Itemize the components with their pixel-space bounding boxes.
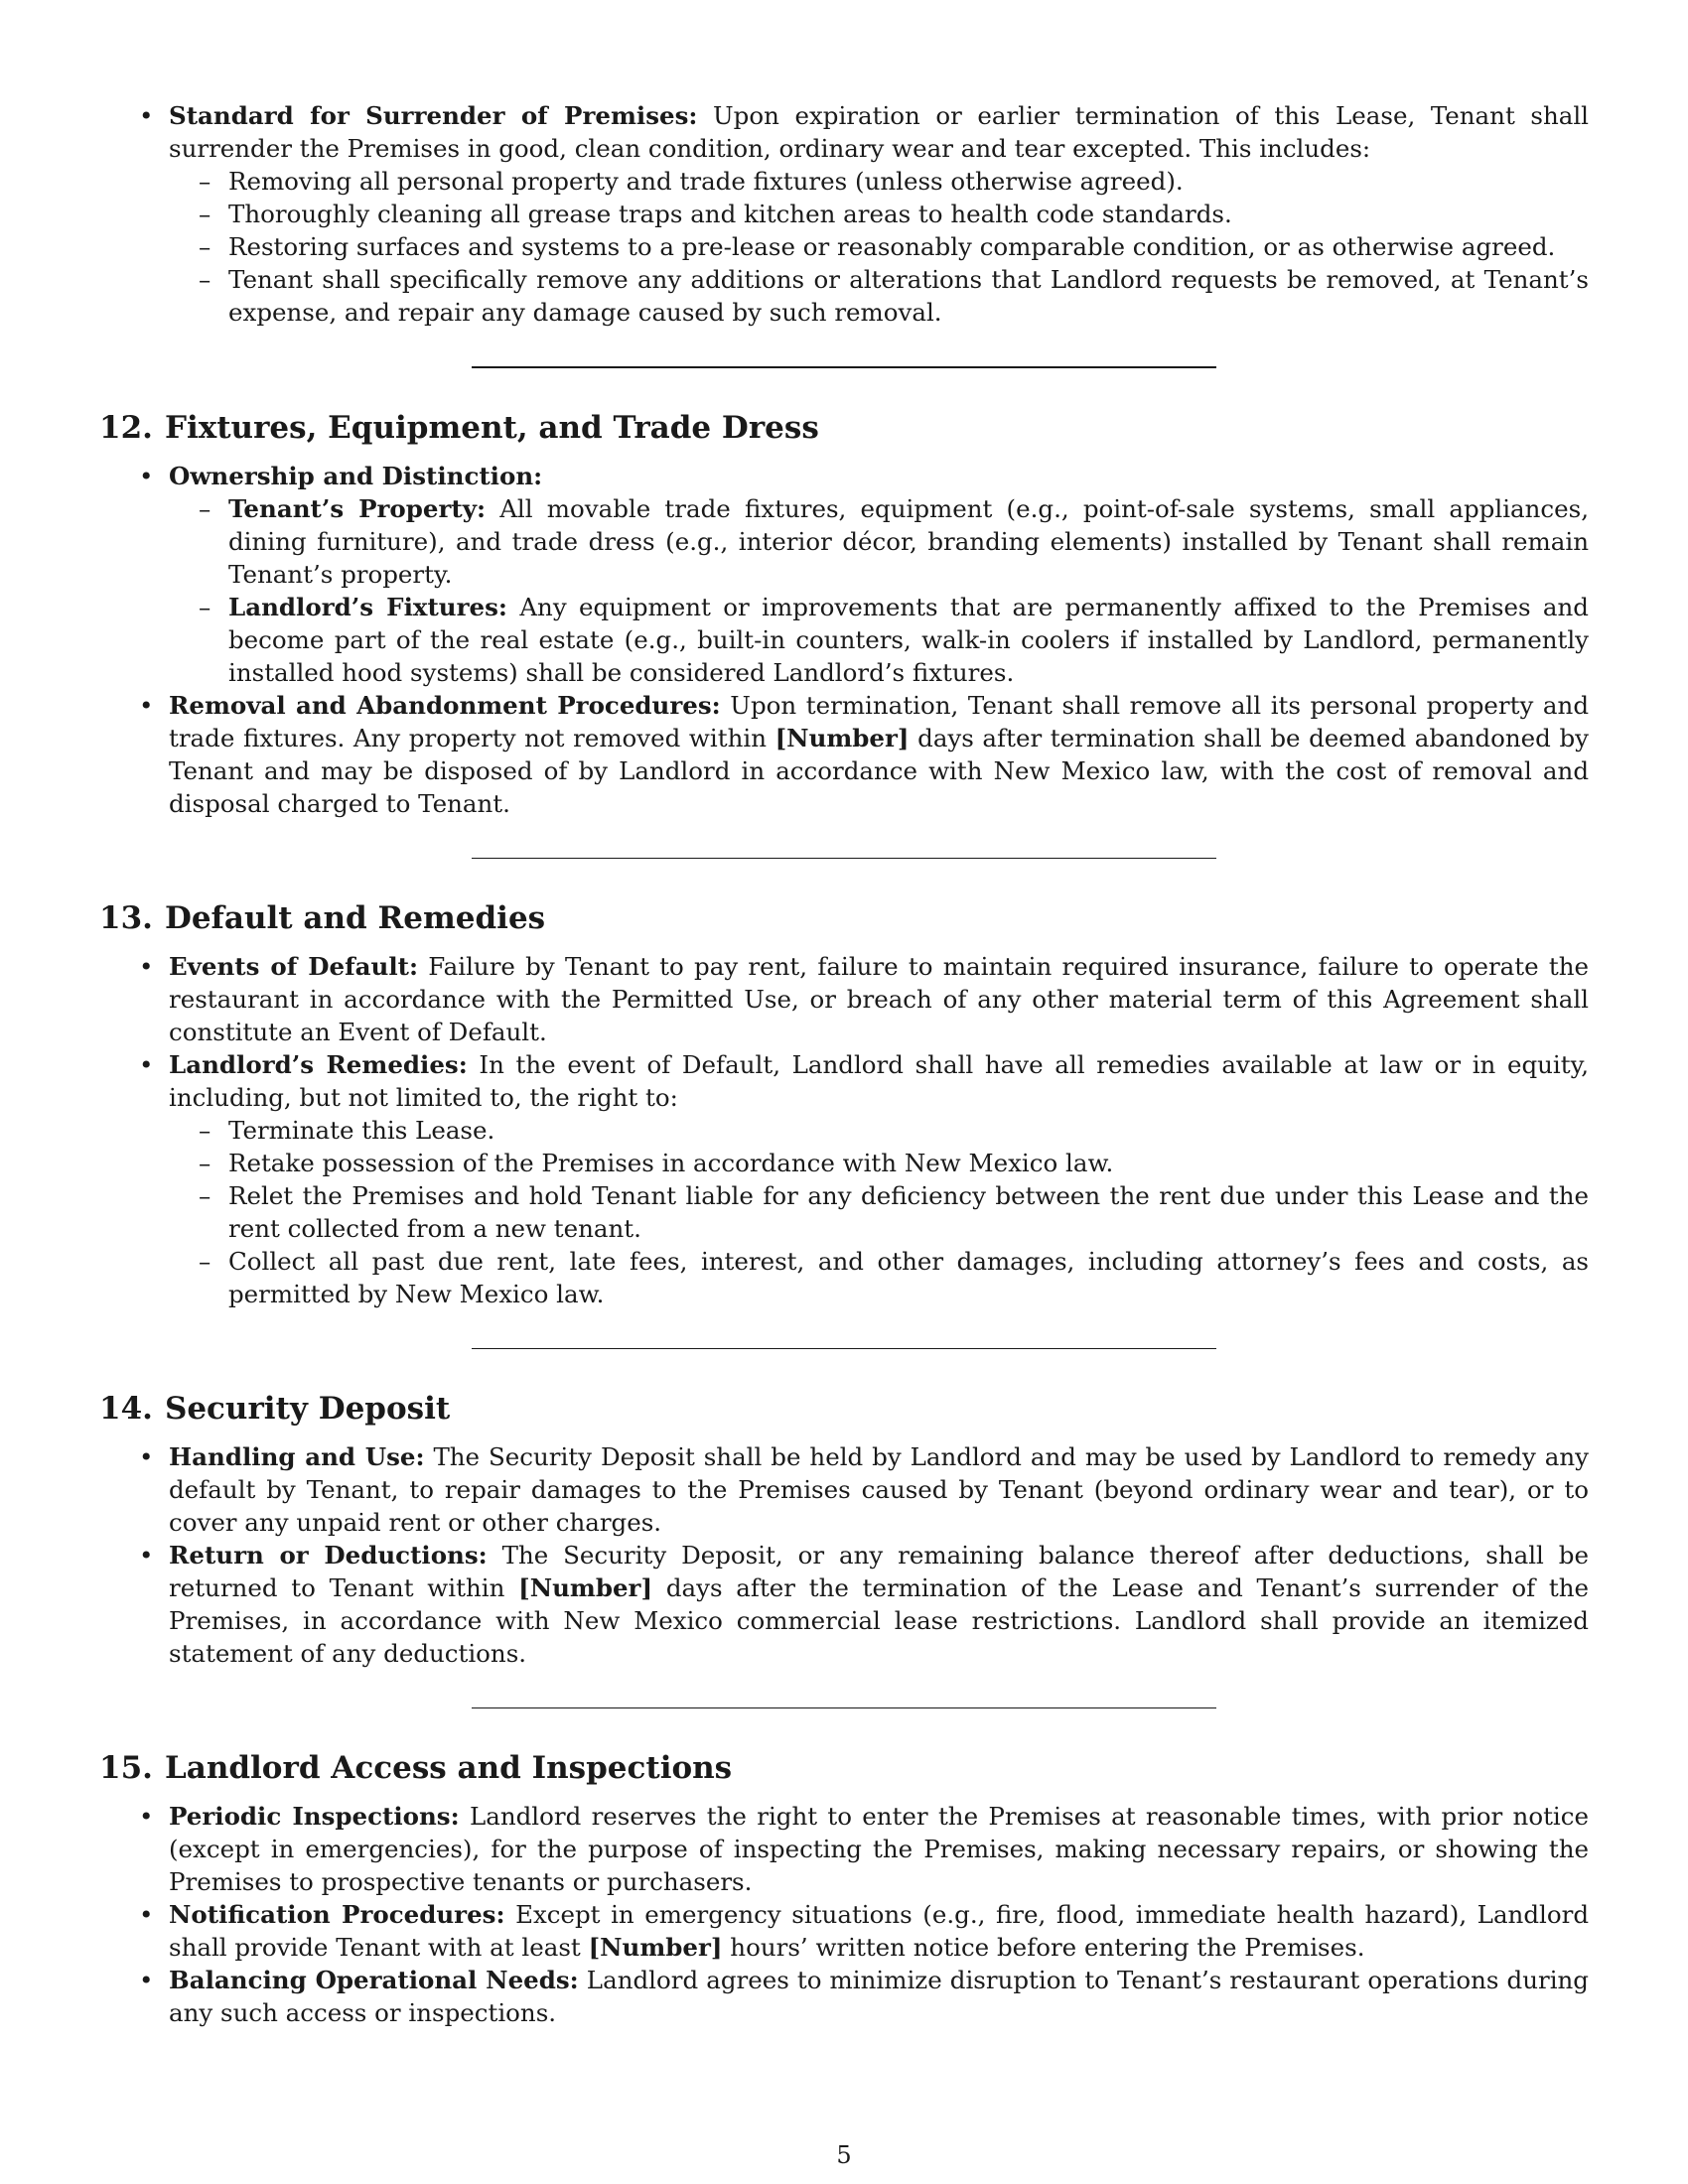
landlord-fixtures-label: Landlord’s Fixtures: bbox=[228, 593, 507, 621]
surrender-item bbox=[99, 99, 1589, 329]
return-label: Return or Deductions: bbox=[169, 1541, 488, 1570]
section-15-number: 15. bbox=[99, 1750, 153, 1786]
surrender-sublist bbox=[169, 165, 1589, 329]
surrender-subitem: – Tenant shall specifically remove any additions or alterations that Landlord requests be removed, at Tenant’s expense, and repair any damage caused by such removal. bbox=[169, 263, 1589, 329]
return-text-a: The Security Deposit, or any remaining balance thereof after deductions, shall be returned to Tenant within bbox=[169, 1541, 1589, 1602]
section-13 bbox=[99, 898, 1589, 1310]
remedies-sublist bbox=[169, 1114, 1589, 1310]
section-14-heading bbox=[99, 1389, 1589, 1429]
section-12-list bbox=[99, 460, 1589, 820]
tenant-property-item bbox=[169, 492, 1589, 591]
notification-item bbox=[99, 1898, 1589, 1964]
surrender-subitem: – Removing all personal property and trade fixtures (unless otherwise agreed). bbox=[169, 165, 1589, 198]
section-13-heading bbox=[99, 898, 1589, 938]
section-12-number: 12. bbox=[99, 410, 153, 446]
remedies-subitem: – Relet the Premises and hold Tenant liable for any deficiency between the rent due under this Lease and the rent collected from a new tenant. bbox=[169, 1179, 1589, 1245]
section-14-title: Security Deposit bbox=[164, 1391, 451, 1427]
notification-text-b: hours’ written notice before entering the Premises. bbox=[722, 1933, 1365, 1962]
return-text-b: days after the termination of the Lease and Tenant’s surrender of the Premises, in accordance with New Mexico commercial lease restrictions. Landlord shall provide an itemized statement of any deductions. bbox=[169, 1573, 1590, 1668]
section-12-title: Fixtures, Equipment, and Trade Dress bbox=[164, 410, 819, 446]
removal-text-a: Upon termination, Tenant shall remove all its personal property and trade fixtures. Any property not removed within bbox=[169, 691, 1590, 752]
notification-text-a: Except in emergency situations (e.g., fire, flood, immediate health hazard), Landlord shall provide Tenant with at least bbox=[169, 1900, 1590, 1962]
balancing-text: Landlord agrees to minimize disruption to Tenant’s restaurant operations during any such access or inspections. bbox=[169, 1966, 1589, 2027]
section-divider bbox=[472, 366, 1216, 368]
handling-item bbox=[99, 1440, 1589, 1539]
handling-text: The Security Deposit shall be held by Landlord and may be used by Landlord to remedy any default by Tenant, to repair damages to the Premises caused by Tenant (beyond ordinary wear and tear), or to cover any unpaid rent or other charges. bbox=[169, 1442, 1589, 1537]
page-number: 5 bbox=[836, 2141, 852, 2169]
return-item bbox=[99, 1539, 1589, 1670]
section-13-title: Default and Remedies bbox=[164, 900, 546, 936]
notification-label: Notification Procedures: bbox=[169, 1900, 505, 1929]
remedies-label: Landlord’s Remedies: bbox=[169, 1050, 468, 1079]
return-placeholder: [Number] bbox=[518, 1573, 653, 1602]
handling-label: Handling and Use: bbox=[169, 1442, 425, 1471]
document-page bbox=[99, 99, 1589, 2029]
section-divider bbox=[472, 858, 1216, 859]
section-13-list bbox=[99, 950, 1589, 1310]
surrender-list bbox=[99, 99, 1589, 329]
ownership-label: Ownership and Distinction: bbox=[169, 462, 543, 490]
section-15-title: Landlord Access and Inspections bbox=[164, 1750, 733, 1786]
tenant-property-text: All movable trade fixtures, equipment (e.g., point-of-sale systems, small appliances, dining furniture), and trade dress (e.g., interior décor, branding elements) installed by Tenant shall remain Tenant’s property. bbox=[228, 494, 1589, 589]
section-15-heading bbox=[99, 1748, 1589, 1788]
section-divider bbox=[472, 1707, 1216, 1708]
section-12 bbox=[99, 408, 1589, 820]
remedies-subitem: – Terminate this Lease. bbox=[169, 1114, 1589, 1147]
events-text: Failure by Tenant to pay rent, failure to maintain required insurance, failure to operate the restaurant in accordance with the Permitted Use, or breach of any other material term of this Agreement shall constitute an Event of Default. bbox=[169, 952, 1589, 1046]
remedies-item bbox=[99, 1048, 1589, 1310]
periodic-label: Periodic Inspections: bbox=[169, 1802, 460, 1831]
ownership-sublist bbox=[169, 492, 1589, 689]
events-item bbox=[99, 950, 1589, 1048]
section-14-list bbox=[99, 1440, 1589, 1670]
remedies-subitem: – Retake possession of the Premises in accordance with New Mexico law. bbox=[169, 1147, 1589, 1179]
section-14 bbox=[99, 1389, 1589, 1670]
section-14-number: 14. bbox=[99, 1391, 153, 1427]
removal-item bbox=[99, 689, 1589, 820]
surrender-subitem: – Restoring surfaces and systems to a pre-lease or reasonably comparable condition, or as otherwise agreed. bbox=[169, 230, 1589, 263]
periodic-item bbox=[99, 1800, 1589, 1898]
tenant-property-label: Tenant’s Property: bbox=[228, 494, 486, 523]
landlord-fixtures-text: Any equipment or improvements that are permanently affixed to the Premises and become part of the real estate (e.g., built-in counters, walk-in coolers if installed by Landlord, permanently installed hood systems) shall be considered Landlord’s fixtures. bbox=[228, 593, 1589, 687]
section-15 bbox=[99, 1748, 1589, 2029]
removal-placeholder: [Number] bbox=[774, 724, 910, 752]
remedies-text: In the event of Default, Landlord shall have all remedies available at law or in equity, including, but not limited to, the right to: bbox=[169, 1050, 1589, 1112]
surrender-label: Standard for Surrender of Premises: bbox=[169, 101, 698, 130]
balancing-item bbox=[99, 1964, 1589, 2029]
surrender-text: Upon expiration or earlier termination of this Lease, Tenant shall surrender the Premises in good, clean condition, ordinary wear and tear excepted. This includes: bbox=[169, 101, 1589, 163]
removal-label: Removal and Abandonment Procedures: bbox=[169, 691, 721, 720]
section-15-list bbox=[99, 1800, 1589, 2029]
removal-text-b: days after termination shall be deemed abandoned by Tenant and may be disposed of by Landlord in accordance with New Mexico law, with the cost of removal and disposal charged to Tenant. bbox=[169, 724, 1589, 818]
notification-placeholder: [Number] bbox=[588, 1933, 723, 1962]
section-13-number: 13. bbox=[99, 900, 153, 936]
ownership-item bbox=[99, 460, 1589, 689]
events-label: Events of Default: bbox=[169, 952, 419, 981]
surrender-subitem: – Thoroughly cleaning all grease traps and kitchen areas to health code standards. bbox=[169, 198, 1589, 230]
section-12-heading bbox=[99, 408, 1589, 448]
remedies-subitem: – Collect all past due rent, late fees, interest, and other damages, including attorney’s fees and costs, as permitted by New Mexico law. bbox=[169, 1245, 1589, 1310]
balancing-label: Balancing Operational Needs: bbox=[169, 1966, 579, 1994]
landlord-fixtures-item bbox=[169, 591, 1589, 689]
section-divider bbox=[472, 1348, 1216, 1349]
periodic-text: Landlord reserves the right to enter the Premises at reasonable times, with prior notice (except in emergencies), for the purpose of inspecting the Premises, making necessary repairs, or showing the Premises to prospective tenants or purchasers. bbox=[169, 1802, 1589, 1896]
